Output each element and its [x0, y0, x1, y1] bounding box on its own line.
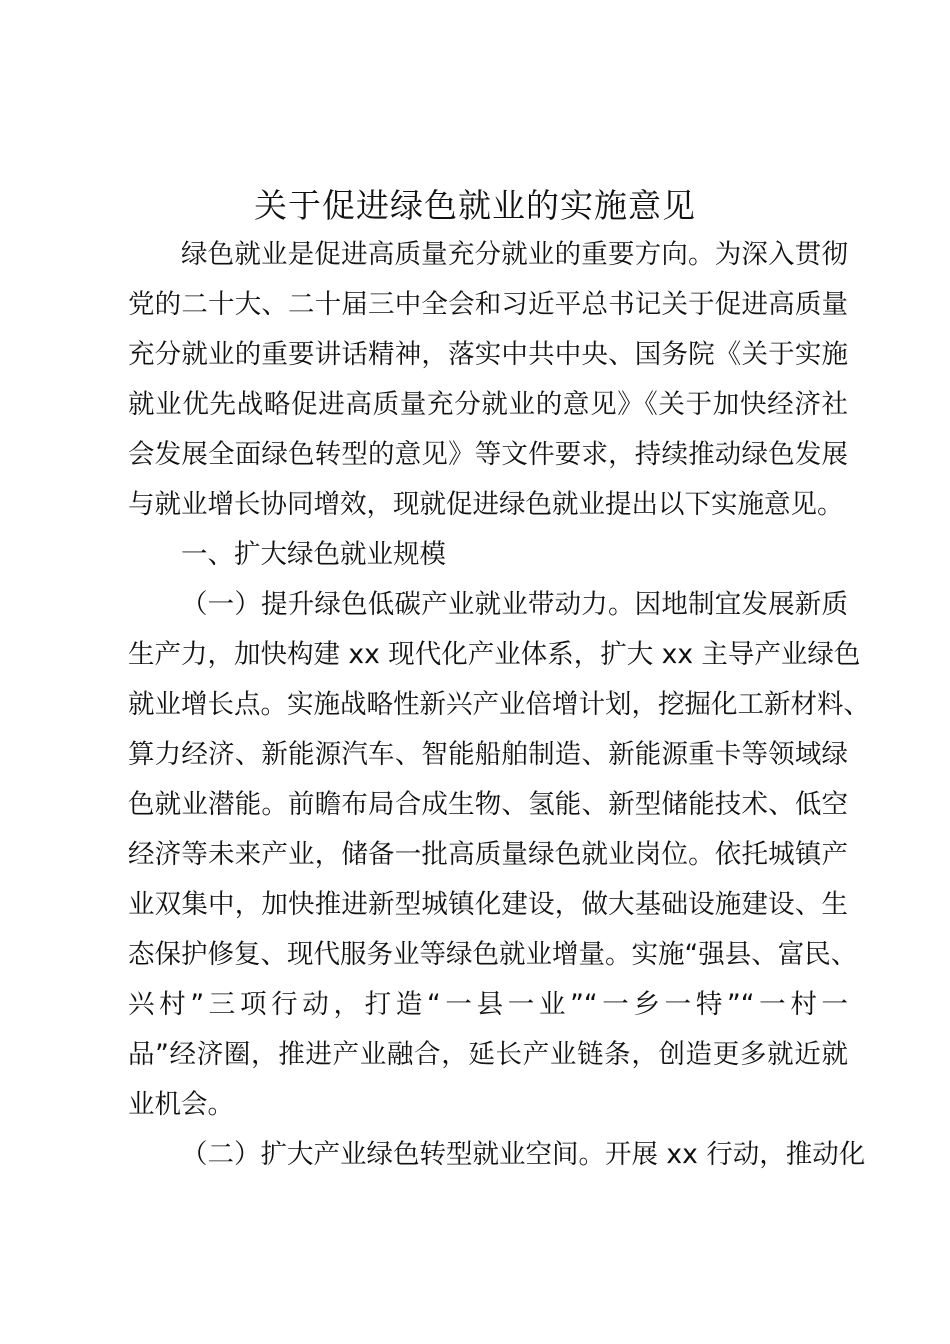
text-line: （一）提升绿色低碳产业就业带动力。因地制宜发展新质 — [181, 589, 848, 620]
text-line: 与就业增长协同增效，现就促进绿色就业提出以下实施意见。 — [128, 489, 844, 520]
text-line: 业双集中，加快推进新型城镇化建设，做大基础设施建设、生 — [128, 889, 848, 920]
document-title: 关于促进绿色就业的实施意见 — [254, 186, 696, 225]
section-heading: 一、扩大绿色就业规模 — [181, 539, 446, 570]
text-line: 绿色就业是促进高质量充分就业的重要方向。为深入贯彻 — [181, 239, 848, 270]
document-body — [128, 230, 870, 1180]
text-line: 就业优先战略促进高质量充分就业的意见》《关于加快经济社 — [128, 389, 848, 420]
text-line: 就业增长点。实施战略性新兴产业倍增计划，挖掘化工新材料、 — [128, 689, 870, 720]
text-line: 兴村”三项行动，打造“一县一业”“一乡一特”“一村一 — [128, 989, 848, 1020]
text-line: 党的二十大、二十届三中全会和习近平总书记关于促进高质量 — [128, 289, 848, 320]
text-line: 会发展全面绿色转型的意见》等文件要求，持续推动绿色发展 — [128, 439, 848, 470]
text-line: 色就业潜能。前瞻布局合成生物、氢能、新型储能技术、低空 — [128, 789, 848, 820]
text-line: 算力经济、新能源汽车、智能船舶制造、新能源重卡等领域绿 — [128, 739, 848, 770]
text-line: 态保护修复、现代服务业等绿色就业增量。实施“强县、富民、 — [128, 939, 858, 970]
text-line: 品”经济圈，推进产业融合，延长产业链条，创造更多就近就 — [128, 1039, 848, 1070]
text-line: 业机会。 — [128, 1089, 234, 1120]
text-line: 生产力，加快构建 xx 现代化产业体系，扩大 xx 主导产业绿色 — [128, 639, 861, 670]
text-line: （二）扩大产业绿色转型就业空间。开展 xx 行动，推动化 — [181, 1139, 866, 1170]
text-line: 充分就业的重要讲话精神，落实中共中央、国务院《关于实施 — [128, 339, 848, 370]
text-line: 经济等未来产业，储备一批高质量绿色就业岗位。依托城镇产 — [128, 839, 848, 870]
